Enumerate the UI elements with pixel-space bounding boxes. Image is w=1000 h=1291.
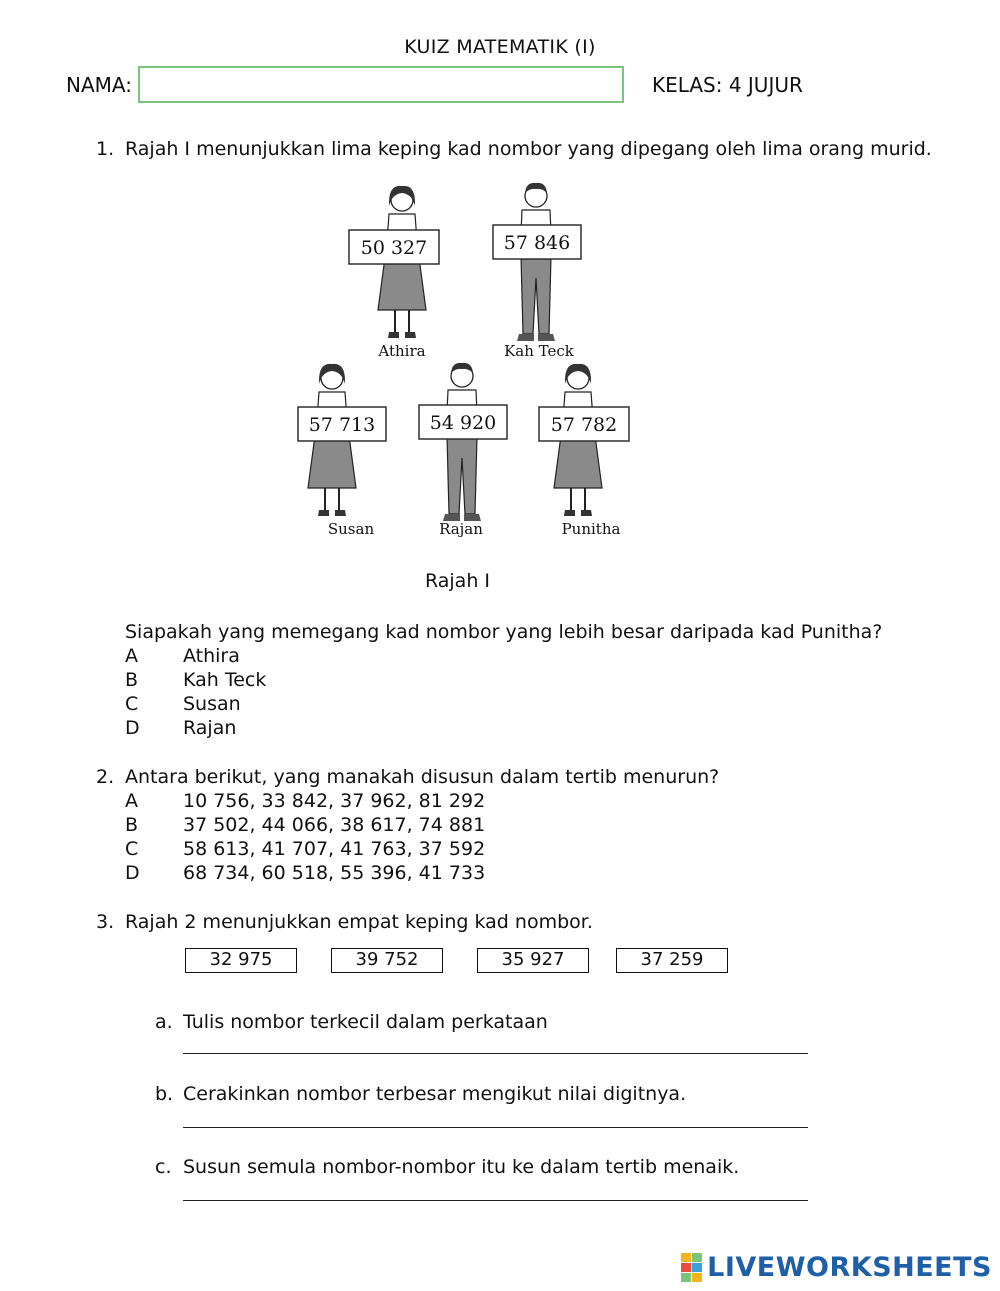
option-letter: B	[125, 669, 139, 691]
q2-option-b[interactable]	[125, 813, 625, 837]
punitha-name: Punitha	[561, 520, 621, 538]
option-letter: A	[125, 645, 138, 667]
q2-option-d[interactable]	[125, 861, 625, 885]
name-label: NAMA:	[66, 73, 132, 97]
option-text: Susan	[183, 693, 241, 715]
q3-part-c-answer-line[interactable]	[183, 1200, 808, 1201]
q3-part-c-label: c.	[155, 1156, 172, 1178]
option-letter: D	[125, 862, 140, 884]
liveworksheets-logo-icon	[681, 1253, 703, 1283]
q1-text: Rajah I menunjukkan lima keping kad nombor yang dipegang oleh lima orang murid.	[125, 138, 932, 160]
number-card: 35 927	[477, 948, 589, 973]
option-letter: B	[125, 814, 139, 836]
q3-part-a-text: Tulis nombor terkecil dalam perkataan	[183, 1011, 548, 1033]
number-card: 39 752	[331, 948, 443, 973]
q2-text: Antara berikut, yang manakah disusun dalam tertib menurun?	[125, 766, 720, 788]
q1-question: Siapakah yang memegang kad nombor yang lebih besar daripada kad Punitha?	[125, 621, 883, 643]
student-rajan-figure	[443, 363, 481, 521]
logo-text: LIVEWORKSHEETS	[707, 1252, 992, 1283]
class-label: KELAS: 4 JUJUR	[652, 73, 803, 97]
kah-teck-card-value: 57 846	[503, 232, 571, 254]
q3-part-c-text: Susun semula nombor-nombor itu ke dalam tertib menaik.	[183, 1156, 740, 1178]
option-text: 10 756, 33 842, 37 962, 81 292	[183, 790, 486, 812]
option-letter: A	[125, 790, 138, 812]
number-card: 32 975	[185, 948, 297, 973]
option-text: 58 613, 41 707, 41 763, 37 592	[183, 838, 486, 860]
q1-number: 1.	[96, 138, 115, 160]
option-text: Kah Teck	[183, 669, 267, 691]
option-letter: D	[125, 717, 140, 739]
q1-option-b[interactable]	[125, 668, 525, 692]
name-input[interactable]	[138, 66, 624, 103]
q3-part-a-label: a.	[155, 1011, 173, 1033]
option-text: 68 734, 60 518, 55 396, 41 733	[183, 862, 486, 884]
number-card: 37 259	[616, 948, 728, 973]
rajan-name: Rajan	[439, 520, 483, 538]
q2-number: 2.	[96, 766, 115, 788]
q2-options	[125, 789, 625, 885]
option-letter: C	[125, 838, 139, 860]
rajah-1-figure	[265, 178, 655, 548]
rajan-card-value: 54 920	[429, 412, 497, 434]
q1-option-c[interactable]	[125, 692, 525, 716]
q1-options	[125, 644, 525, 740]
q2-option-a[interactable]	[125, 789, 625, 813]
q1-option-d[interactable]	[125, 716, 525, 740]
susan-card-value: 57 713	[308, 414, 376, 436]
q3-part-b-answer-line[interactable]	[183, 1127, 808, 1128]
option-text: 37 502, 44 066, 38 617, 74 881	[183, 814, 486, 836]
athira-card-value: 50 327	[360, 237, 428, 259]
q3-part-a-answer-line[interactable]	[183, 1053, 808, 1054]
q1-option-a[interactable]	[125, 644, 525, 668]
punitha-card-value: 57 782	[550, 414, 618, 436]
q2-option-c[interactable]	[125, 837, 625, 861]
q3-number: 3.	[96, 911, 115, 933]
page-title: KUIZ MATEMATIK (I)	[404, 36, 596, 58]
q3-part-b-label: b.	[155, 1083, 174, 1105]
q3-part-b-text: Cerakinkan nombor terbesar mengikut nilai digitnya.	[183, 1083, 687, 1105]
option-letter: C	[125, 693, 139, 715]
option-text: Rajan	[183, 717, 237, 739]
liveworksheets-logo	[681, 1252, 992, 1283]
option-text: Athira	[183, 645, 240, 667]
student-kah-teck-figure	[517, 183, 555, 341]
q3-text: Rajah 2 menunjukkan empat keping kad nombor.	[125, 911, 593, 933]
athira-name: Athira	[378, 342, 426, 360]
susan-name: Susan	[327, 520, 375, 538]
kah-teck-name: Kah Teck	[504, 342, 574, 360]
rajah-1-caption: Rajah I	[424, 570, 491, 592]
